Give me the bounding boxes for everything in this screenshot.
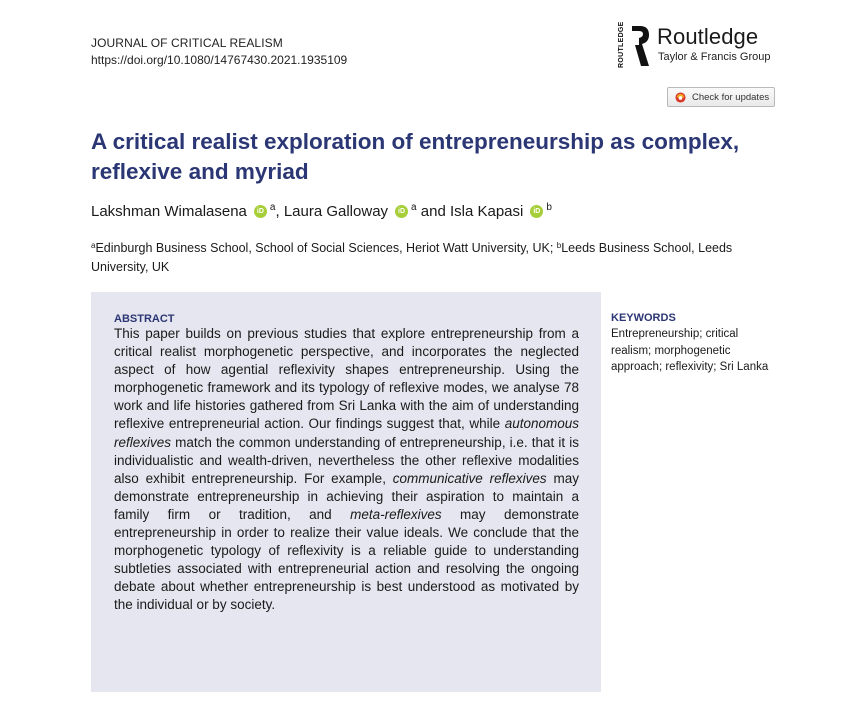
check-for-updates-button[interactable] bbox=[667, 87, 775, 107]
abstract-text-segment: This paper builds on previous studies that explore entrepreneurship from a critical realist morphogenetic perspective, and incorporates the neglected aspect of how agential reflexivity shapes entrepreneurship. Using the morphogenetic framework and its typology of reflexive modes, we analyse 78 work and life histories gathered from Sri Lanka with the aim of understanding reflexive entrepreneurial action. Our findings suggest that, while bbox=[114, 326, 579, 432]
affiliations bbox=[91, 236, 781, 277]
orcid-icon[interactable]: iD bbox=[395, 205, 408, 218]
abstract-emphasis: communicative reflexives bbox=[392, 470, 547, 486]
abstract-emphasis: autonomous reflexives bbox=[114, 416, 579, 450]
author-name: Isla Kapasi bbox=[449, 203, 524, 220]
author-affiliation-mark: a bbox=[411, 202, 417, 213]
journal-name: JOURNAL OF CRITICAL REALISM bbox=[91, 36, 283, 50]
author-separator: and bbox=[420, 203, 446, 220]
check-for-updates-label: Check for updates bbox=[692, 91, 770, 103]
abstract-text-segment: may demonstrate entrepreneurship in order to realize their value ideals. We conclude that the morphogenetic typology of reflexivity is a reliable guide to understanding subtleties associated with entrepreneurial action and resolving the ongoing debate about whether entrepreneurship is best understood as motivated by the individual or by society. bbox=[114, 506, 580, 613]
author-name: Laura Galloway bbox=[283, 203, 389, 220]
orcid-icon[interactable]: iD bbox=[530, 205, 543, 218]
crossmark-icon bbox=[675, 92, 686, 103]
keywords-text: Entrepreneurship; critical realism; morphogenetic approach; reflexivity; Sri Lanka bbox=[611, 328, 769, 373]
routledge-logo-icon bbox=[618, 21, 650, 68]
affiliation-text: Edinburgh Business School, School of Social Sciences, Heriot Watt University, UK; bbox=[95, 241, 557, 255]
author-affiliation-mark: a bbox=[269, 202, 276, 213]
publisher-group: Taylor & Francis Group bbox=[658, 51, 771, 63]
author-affiliation-mark: b bbox=[546, 202, 552, 213]
abstract-text-segment: match the common understanding of entrepreneurship, i.e. that it is individualistic and wealth-driven, nevertheless the other reflexive modalities also exhibit entrepreneurship. For example, bbox=[114, 434, 579, 486]
abstract-text-segment: may demonstrate entrepreneurship in achieving their aspiration to maintain a family firm or tradition, and bbox=[114, 470, 580, 522]
affiliation-mark: a bbox=[91, 241, 96, 250]
publisher-vertical-mark: ROUTLEDGE bbox=[618, 21, 625, 68]
abstract-emphasis: meta-reflexives bbox=[350, 506, 442, 522]
affiliation-mark: b bbox=[556, 241, 562, 250]
abstract-heading: ABSTRACT bbox=[114, 313, 175, 325]
article-title: A critical realist exploration of entrepreneurship as complex, reflexive and myriad bbox=[91, 129, 740, 184]
publisher-name: Routledge bbox=[657, 24, 759, 49]
keywords-heading: KEYWORDS bbox=[611, 312, 676, 324]
author-separator: , bbox=[275, 203, 280, 220]
orcid-icon[interactable]: iD bbox=[254, 205, 267, 218]
author-list bbox=[91, 202, 552, 220]
journal-header bbox=[91, 35, 347, 69]
affiliation-text: Leeds Business School, Leeds University, UK bbox=[91, 241, 733, 274]
abstract-text bbox=[114, 325, 579, 615]
author-name: Lakshman Wimalasena bbox=[91, 203, 247, 220]
doi-link[interactable]: https://doi.org/10.1080/14767430.2021.1935109 bbox=[91, 53, 348, 67]
